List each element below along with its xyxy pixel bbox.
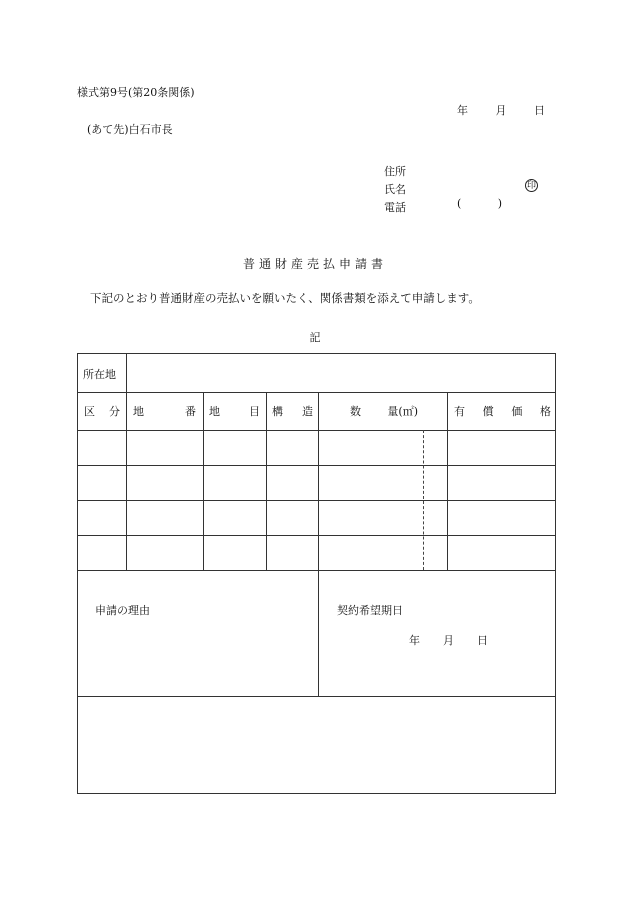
table-column-rule bbox=[203, 392, 204, 570]
header-chimoku-char: 目 bbox=[249, 405, 260, 418]
header-price-char: 格 bbox=[539, 405, 551, 418]
contract-date-year: 年 bbox=[409, 634, 420, 647]
applicant-block bbox=[384, 162, 436, 216]
seal-mark: 印 bbox=[526, 181, 536, 191]
phone-label: 電話 bbox=[384, 200, 406, 214]
table-column-rule bbox=[318, 392, 319, 570]
header-kubun-char: 区 bbox=[84, 405, 95, 418]
header-price-char: 有 bbox=[454, 405, 465, 418]
table-column-rule bbox=[318, 570, 319, 696]
header-suuryou bbox=[350, 406, 418, 417]
header-chimoku-char: 地 bbox=[209, 405, 220, 418]
table-rule bbox=[78, 696, 555, 697]
table-column-rule bbox=[126, 392, 127, 570]
header-kubun-char: 分 bbox=[109, 405, 120, 418]
table-rule bbox=[78, 500, 555, 501]
application-statement: 下記のとおり普通財産の売払いを願いたく、関係書類を添えて申請します。 bbox=[90, 291, 480, 305]
table-rule bbox=[78, 430, 555, 431]
header-suuryou-char: 量(㎡) bbox=[387, 405, 418, 418]
table-rule bbox=[78, 465, 555, 466]
table-rule bbox=[78, 535, 555, 536]
table-rule bbox=[78, 570, 555, 571]
contract-date-day: 日 bbox=[477, 634, 488, 647]
location-label: 所在地 bbox=[83, 368, 116, 381]
date-month: 月 bbox=[495, 104, 507, 117]
ki-heading: 記 bbox=[309, 331, 321, 344]
table-column-rule bbox=[447, 392, 448, 570]
header-chimoku bbox=[209, 406, 260, 417]
phone-parentheses bbox=[457, 198, 502, 209]
table-column-rule bbox=[126, 354, 127, 392]
contract-date-month: 月 bbox=[443, 634, 454, 647]
reason-label: 申請の理由 bbox=[95, 604, 150, 617]
contract-date bbox=[409, 635, 488, 646]
application-date bbox=[457, 105, 545, 116]
header-price-char: 価 bbox=[511, 405, 523, 418]
header-kouzou-char: 構 bbox=[272, 405, 283, 418]
header-kouzou bbox=[272, 406, 313, 417]
name-label: 氏名 bbox=[384, 182, 406, 196]
table-dashed-rule bbox=[423, 430, 424, 570]
header-chiban bbox=[133, 406, 196, 417]
phone-open: ( bbox=[457, 197, 462, 210]
document-title: 普通財産売払申請書 bbox=[242, 257, 387, 271]
date-day: 日 bbox=[534, 104, 545, 117]
address-label: 住所 bbox=[384, 164, 406, 178]
contract-date-label: 契約希望期日 bbox=[337, 604, 403, 617]
table-column-rule bbox=[266, 392, 267, 570]
header-kouzou-char: 造 bbox=[302, 405, 313, 418]
date-year: 年 bbox=[457, 104, 468, 117]
header-kubun bbox=[84, 406, 120, 417]
addressee: (あて先)白石市長 bbox=[87, 123, 173, 136]
form-id: 様式第9号(第20条関係) bbox=[77, 86, 195, 99]
header-chiban-char: 番 bbox=[185, 405, 196, 418]
property-table bbox=[77, 353, 556, 794]
header-price bbox=[454, 406, 551, 417]
header-price-char: 償 bbox=[482, 405, 494, 418]
table-rule bbox=[78, 392, 555, 393]
header-suuryou-char: 数 bbox=[350, 405, 361, 418]
header-chiban-char: 地 bbox=[133, 405, 144, 418]
phone-close: ) bbox=[497, 197, 502, 210]
